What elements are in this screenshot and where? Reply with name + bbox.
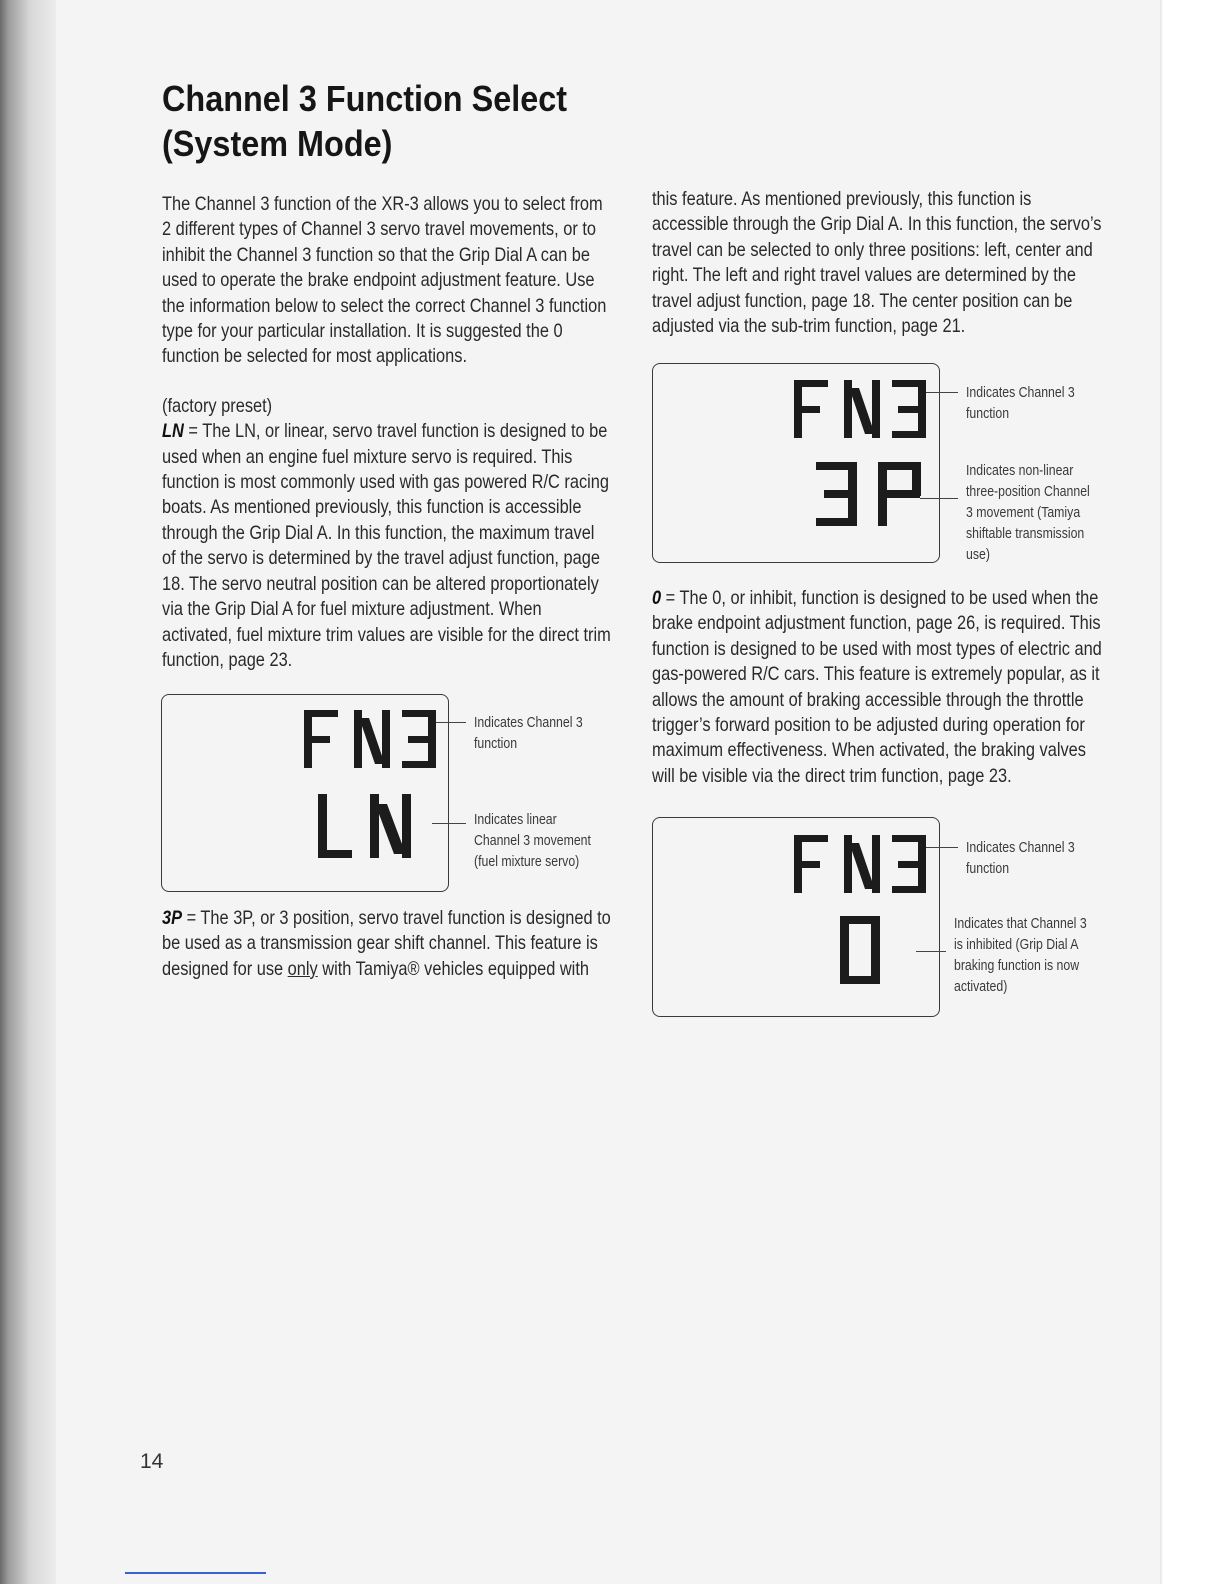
callout-line [916, 951, 946, 952]
o-description: = The 0, or inhibit, function is designed to be used when the brake endpoint adjustment function, page 26, is required. This function is designed to be used with most types of electric and gas-powered R/C cars. This feature is extremely popular, as it allows the amount of braking accessible through the throttle trigger’s forward position to be adjusted during operation for maximum effectiveness. When activated, the braking valves will be visible via the direct trim function, page 23. [652, 587, 1102, 787]
right-column-middle [652, 586, 1102, 789]
page-number: 14 [140, 1450, 164, 1473]
scan-shadow-left [0, 0, 56, 1584]
callout-line [926, 847, 958, 848]
scan-facing-page [1160, 0, 1224, 1584]
factory-preset-note: (factory preset) [162, 394, 273, 417]
3p-description-b: with Tamiya® vehicles equipped with [317, 957, 589, 980]
lcd-line2-3p [812, 458, 932, 532]
lcd-line1-0 [790, 831, 938, 895]
lcd-line2-ln [314, 790, 424, 862]
callout-line [926, 392, 958, 393]
right-column-top [652, 187, 1102, 339]
fn3-segment-digits [790, 376, 938, 440]
o-paragraph [652, 586, 1102, 789]
callout-fn3-ln: Indicates Channel 3 function [474, 714, 583, 752]
callout-ln-description: Indicates linear Channel 3 movement (fuel mixture servo) [474, 811, 591, 870]
callout-fn3-3p: Indicates Channel 3 function [966, 384, 1075, 422]
callout-3p-description: Indicates non-linear three-position Channel 3 movement (Tamiya shiftable transmission use) [966, 462, 1090, 563]
lcd-line1-ln [300, 706, 448, 770]
callout-fn3-0: Indicates Channel 3 function [966, 839, 1075, 877]
ln-segment-digits [314, 790, 424, 862]
left-column-bottom [162, 906, 612, 982]
blue-rule [125, 1572, 266, 1574]
ln-paragraph [162, 419, 612, 673]
page-title: Channel 3 Function Select (System Mode) [162, 78, 568, 164]
left-column-top [162, 192, 612, 673]
ln-symbol: LN [162, 420, 184, 443]
3p-description-a: = The 3P, or 3 position, servo travel function is designed to be used as a transmission gear shift channel. This feature is designed for use [162, 907, 611, 980]
3p-segment-digits [812, 458, 932, 532]
lcd-line1-3p [790, 376, 938, 440]
3p-paragraph [162, 906, 612, 982]
o-symbol: 0 [652, 587, 662, 609]
3p-symbol: 3P [162, 907, 183, 929]
3p-continued-paragraph: this feature. As mentioned previously, this function is accessible through the Grip Dial A. In this function, the servo’s travel can be selected to only three positions: left, center and right. The left and right travel values are determined by the travel adjust function, page 18. The center position can be adjusted via the sub-trim function, page 21. [652, 188, 1102, 338]
lcd-line2-0 [836, 912, 886, 988]
callout-line [920, 498, 958, 499]
fn3-segment-digits [790, 831, 938, 895]
ln-description: = The LN, or linear, servo travel function is designed to be used when an engine fuel mixture servo is required. This function is most commonly used with gas powered R/C racing boats. As mentioned previously, this function is accessible through the Grip Dial A. In this function, the maximum travel of the servo is determined by the travel adjust function, page 18. The servo neutral position can be altered proportionately via the Grip Dial A for fuel mixture adjustment. When activated, fuel mixture trim values are visible for the direct trim function, page 23. [162, 420, 611, 671]
callout-0-description: Indicates that Channel 3 is inhibited (Grip Dial A braking function is now activated) [954, 915, 1087, 995]
0-segment-digit [836, 912, 886, 988]
3p-only-underlined: only [287, 957, 318, 980]
intro-paragraph: The Channel 3 function of the XR-3 allows you to select from 2 different types of Channel 3 servo travel movements, or to inhibit the Channel 3 function so that the Grip Dial A can be used to operate the brake endpoint adjustment feature. Use the information below to select the correct Channel 3 function type for your particular installation. It is suggested the 0 function be selected for most applications. [162, 193, 607, 368]
callout-line [436, 722, 466, 723]
fn3-segment-digits [300, 706, 448, 770]
callout-line [432, 823, 466, 824]
